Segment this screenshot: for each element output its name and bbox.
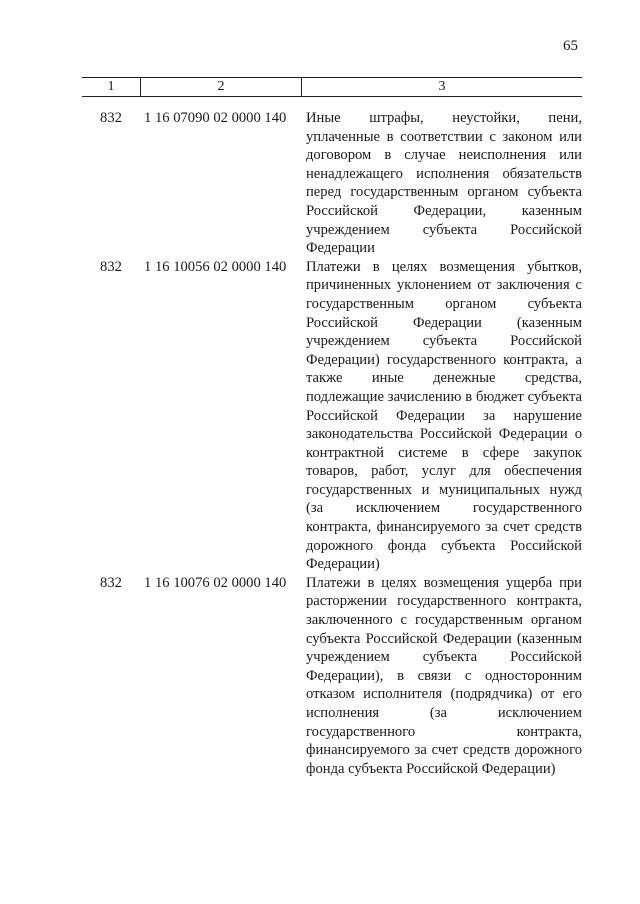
header-col-1: 1	[107, 79, 115, 94]
header-col-3: 3	[301, 78, 582, 96]
header-col-2: 2	[140, 78, 301, 96]
table-row	[82, 574, 582, 779]
budget-code-cell: 1 16 10076 02 0000 140	[144, 574, 287, 591]
admin-code-cell: 832	[100, 258, 122, 275]
table-header	[82, 77, 582, 97]
budget-code-cell: 1 16 07090 02 0000 140	[144, 110, 287, 126]
admin-code-cell: 832	[100, 110, 122, 126]
admin-code-cell: 832	[100, 574, 122, 591]
table-row	[82, 258, 582, 574]
table-row	[82, 109, 582, 258]
income-name-cell: Иные штрафы, неустойки, пени, уплаченные в соответствии с законом или договором в случае неисполнения или ненадлежащего исполнения обязательств перед государственным органом субъекта Российской Федерации, казенным учреждением субъекта Российской Федерации	[306, 110, 582, 257]
income-name-cell: Платежи в целях возмещения убытков, причиненных уклонением от заключения с государственным органом субъекта Российской Федерации (казенным учреждением субъекта Российской Федерации) государственного контракта, а также иные денежные средства, подлежащие зачислению в бюджет субъекта Российской Федерации за нарушение законодательства Российской Федерации о контрактной системе в сфере закупок товаров, работ, услуг для обеспечения государственных и муниципальных нужд (за исключением государственного контракта, финансируемого за счет средств дорожного фонда субъекта Российской Федерации)	[306, 258, 582, 573]
budget-code-cell: 1 16 10056 02 0000 140	[144, 258, 287, 275]
income-name-cell: Платежи в целях возмещения ущерба при расторжении государственного контракта, заключенного с государственным органом субъекта Российской Федерации (казенным учреждением субъекта Российской Федерации), в связи с односторонним отказом исполнителя (подрядчика) от его исполнения (за исключением государственного контракта, финансируемого за счет средств дорожного фонда субъекта Российской Федерации)	[306, 574, 582, 777]
table-body	[82, 109, 582, 778]
page-number: 65	[563, 38, 578, 54]
